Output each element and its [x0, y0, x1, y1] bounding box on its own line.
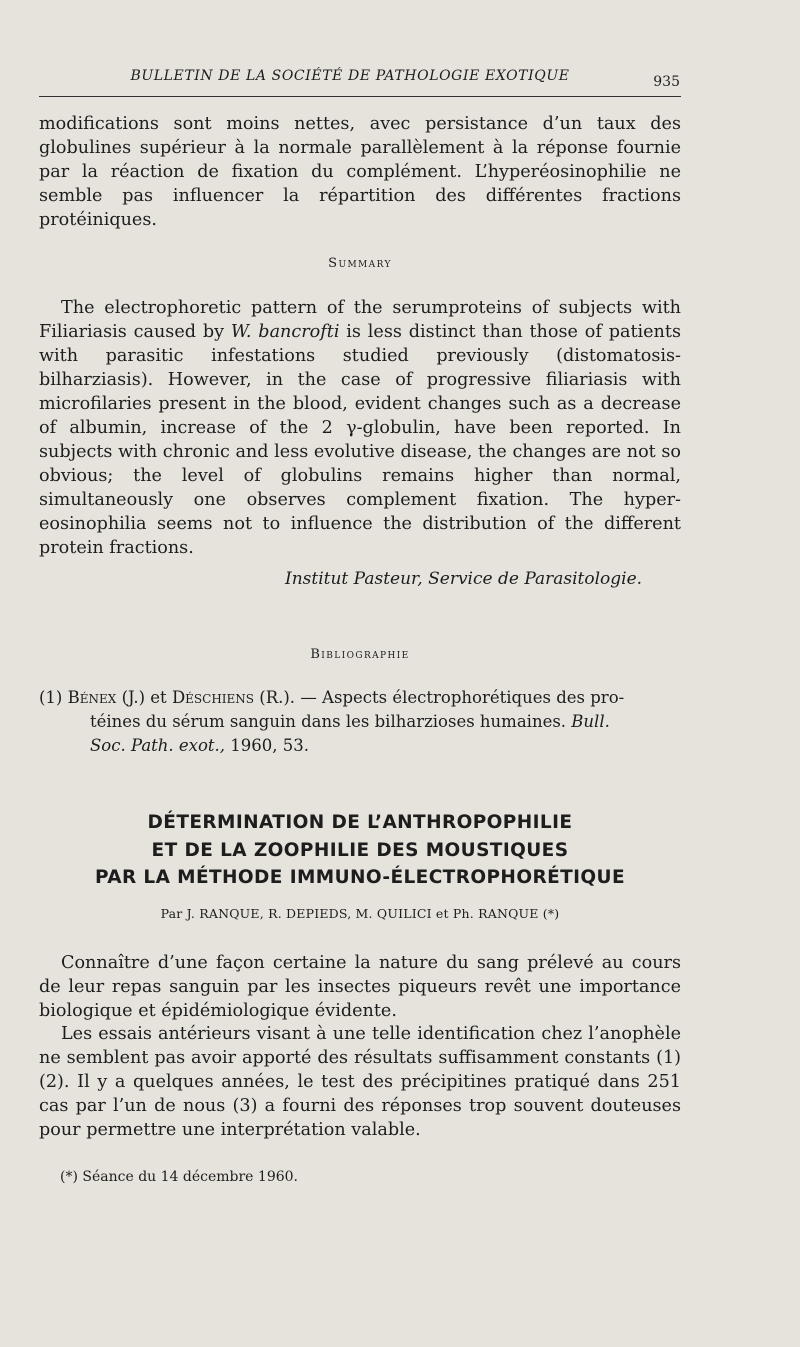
article-paragraph-1: Connaître d’une façon certaine la nature du sang prélevé au cours de leur repas sanguin par les insectes piqueurs revêt une importance biologique et épidémiologique évidente. [39, 953, 681, 1021]
article-authors: Par J. RANQUE, R. DEPIEDS, M. QUILICI et Ph. RANQUE (*) [160, 906, 560, 921]
reference-author-2: Déschiens [171, 688, 255, 707]
summary-paragraph [39, 296, 681, 560]
continuation-paragraph: modifications sont moins nettes, avec persistance d’un taux des globulines supérieur à la normale parallèlement à la réponse fournie par la réaction de fixation du complément. L’hyperéosinophilie ne semble pas influencer la répartition des différentes fractions protéiniques. [39, 114, 681, 230]
reference-line-3 [90, 734, 680, 757]
footnote: (*) Séance du 14 décembre 1960. [60, 1169, 298, 1185]
reference-line-1 [39, 686, 681, 709]
summary-text-part2: is less distinct than those of patients with parasitic infestations studied previously (distomatosis-bilharziasis). However, in the case of progressive filiariasis with microfilaries present in the blood, evident changes such as a decrease of albumin, increase of the 2 γ-globulin, have been reported. In subjects with chronic and less evolutive disease, the changes are not so obvious; the level of globulins remains higher than normal, simultaneously one observes complement fixation. The hyper-eosinophilia seems not to influence the distribution of the different protein fractions. [39, 322, 681, 558]
reference-journal-2: Soc. Path. exot., [90, 736, 226, 755]
running-head: BULLETIN DE LA SOCIÉTÉ DE PATHOLOGIE EXOTIQUE [130, 68, 570, 84]
summary-heading: Summary [328, 256, 392, 271]
reference-line-2 [90, 710, 680, 733]
reference-author-1-initial: (J.) [121, 688, 146, 707]
header-rule [39, 96, 681, 97]
article-title-line-1: DÉTERMINATION DE L’ANTHROPOPHILIE [147, 812, 573, 833]
article-paragraph-2: Les essais antérieurs visant à une telle identification chez l’anophèle ne semblent pas avoir apporté des résultats suffisamment constants (1) (2). Il y a quelques années, le test des précipitines pratiqué dans 251 cas par l’un de nous (3) a fourni des réponses trop souvent douteuses pour permettre une interprétation valable. [39, 1024, 681, 1140]
article-title-line-2: ET DE LA ZOOPHILIE DES MOUSTIQUES [151, 840, 569, 861]
page-number: 935 [653, 74, 680, 90]
reference-author-2-initial: (R.). [259, 688, 296, 707]
reference-conjunction: et [150, 688, 167, 707]
reference-title-line-2: téines du sérum sanguin dans les bilharzioses humaines. [90, 712, 567, 731]
summary-text-part1: The electrophoretic pattern of the serumproteins of subjects with Filiariasis caused by [39, 298, 681, 342]
reference-journal-1: Bull. [571, 712, 610, 731]
affiliation: Institut Pasteur, Service de Parasitologie. [285, 569, 643, 589]
species-name: W. bancrofti [230, 322, 340, 342]
article-title-line-3: PAR LA MÉTHODE IMMUNO-ÉLECTROPHORÉTIQUE [94, 867, 626, 888]
reference-number: (1) [39, 688, 63, 707]
reference-author-1: Bénex [67, 688, 117, 707]
reference-year-pages: 1960, 53. [230, 736, 310, 755]
bibliography-heading: Bibliographie [310, 647, 410, 662]
reference-title-line-1: — Aspects électrophorétiques des pro- [300, 688, 625, 707]
